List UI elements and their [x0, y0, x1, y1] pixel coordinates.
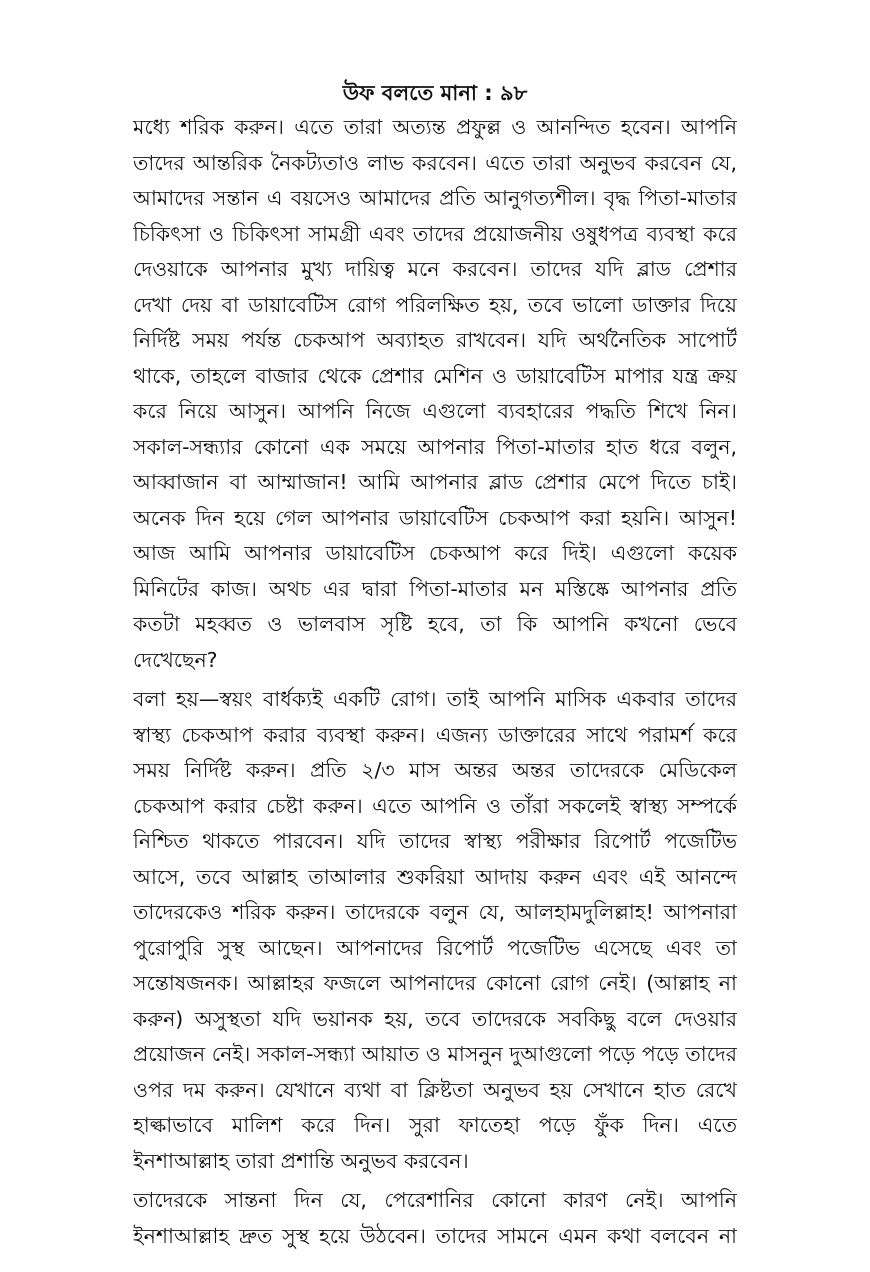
text-line: আব্বাজান বা আম্মাজান! আমি আপনার ব্লাড প্রেশার মেপে দিতে চাই।: [133, 470, 737, 494]
paragraph: [133, 110, 737, 678]
text-line: নির্দিষ্ট সময় পর্যন্ত চেকআপ অব্যাহত রাখবেন। যদি অর্থনৈতিক সাপোর্ট: [133, 328, 737, 352]
text-line: চেকআপ করার চেষ্টা করুন। এতে আপনি ও তাঁরা সকলেই স্বাস্থ্য সম্পর্কে: [133, 793, 737, 818]
text-line: নিশ্চিত থাকতে পারবেন। যদি তাদের স্বাস্থ্য পরীক্ষার রিপোর্ট পজেটিভ: [133, 829, 737, 853]
text-line: কতটা মহব্বত ও ভালবাস সৃষ্টি হবে, তা কি আপনি কখনো ভেবে: [133, 612, 737, 636]
text-line: স্বাস্থ্য চেকআপ করার ব্যবস্থা করুন। এজন্য ডাক্তারের সাথে পরামর্শ করে: [133, 722, 737, 747]
text-line: হাল্কাভাবে মালিশ করে দিন। সুরা ফাতেহা পড়ে ফুঁক দিন। এতে: [133, 1113, 737, 1137]
text-line: ওপর দম করুন। যেখানে ব্যথা বা ক্লিষ্টতা অনুভব হয় সেখানে হাত রেখে: [133, 1077, 737, 1102]
text-line: সন্তোষজনক। আল্লাহর ফজলে আপনাদের কোনো রোগ নেই। (আল্লাহ না: [133, 971, 737, 995]
text-line: মধ্যে শরিক করুন। এতে তারা অত্যন্ত প্রফুল্ল ও আনন্দিত হবেন। আপনি: [133, 115, 737, 139]
book-page: [133, 78, 737, 1254]
text-line: পুরোপুরি সুস্থ আছেন। আপনাদের রিপোর্ট পজেটিভ এসেছে এবং তা: [133, 935, 737, 960]
text-line: চিকিৎসা ও চিকিৎসা সামগ্রী এবং তাদের প্রয়োজনীয় ওষুধপত্র ব্যবস্থা করে: [133, 221, 737, 246]
text-line: আমাদের সন্তান এ বয়সেও আমাদের প্রতি আনুগত্যশীল। বৃদ্ধ পিতা-মাতার: [133, 186, 737, 210]
running-header: উফ বলতে মানা : ৯৮: [342, 81, 528, 105]
text-line: থাকে, তাহলে বাজার থেকে প্রেশার মেশিন ও ডায়াবেটিস মাপার যন্ত্র ক্রয়: [133, 363, 737, 388]
text-line: আজ আমি আপনার ডায়াবেটিস চেকআপ করে দিই। এগুলো কয়েক: [133, 541, 737, 565]
text-line: আসে, তবে আল্লাহ তাআলার শুকরিয়া আদায় করুন এবং এই আনন্দে: [133, 864, 737, 889]
text-line: তাদের আন্তরিক নৈকট্যতাও লাভ করবেন। এতে তারা অনুভব করবেন যে,: [133, 150, 737, 175]
text-line: দেখেছেন?: [133, 647, 218, 672]
text-line: অনেক দিন হয়ে গেল আপনার ডায়াবেটিস চেকআপ করা হয়নি। আসুন!: [133, 505, 737, 530]
text-line: করুন) অসুস্থতা যদি ভয়ানক হয়, তবে তাদেরকে সবকিছু বলে দেওয়ার: [133, 1006, 737, 1031]
text-line: মিনিটের কাজ। অথচ এর দ্বারা পিতা-মাতার মন মস্তিষ্কে আপনার প্রতি: [133, 576, 737, 601]
text-line: সকাল-সন্ধ্যার কোনো এক সময়ে আপনার পিতা-মাতার হাত ধরে বলুন,: [133, 434, 737, 459]
text-line: দেখা দেয় বা ডায়াবেটিস রোগ পরিলক্ষিত হয়, তবে ভালো ডাক্তার দিয়ে: [133, 292, 737, 317]
text-line: প্রয়োজন নেই। সকাল-সন্ধ্যা আয়াত ও মাসনুন দুআগুলো পড়ে পড়ে তাদের: [133, 1042, 737, 1066]
text-line: বলা হয়—স্বয়ং বার্ধক্যই একটি রোগ। তাই আপনি মাসিক একবার তাদের: [133, 687, 737, 711]
text-line: তাদেরকেও শরিক করুন। তাদেরকে বলুন যে, আলহামদুলিল্লাহ! আপনারা: [133, 900, 737, 924]
body-text: [133, 110, 737, 1254]
text-line: ইনশাআল্লাহ তারা প্রশান্তি অনুভব করবেন।: [133, 1148, 469, 1173]
text-line: তাদেরকে সান্তনা দিন যে, পেরেশানির কোনো কারণ নেই। আপনি: [133, 1188, 737, 1212]
text-line: সময় নির্দিষ্ট করুন। প্রতি ২/৩ মাস অন্তর অন্তর তাদেরকে মেডিকেল: [133, 758, 737, 782]
paragraph: [133, 1183, 737, 1254]
text-line: দেওয়াকে আপনার মুখ্য দায়িত্ব মনে করবেন। তাদের যদি ব্লাড প্রেশার: [133, 257, 737, 281]
paragraph: [133, 682, 737, 1179]
text-line: করে নিয়ে আসুন। আপনি নিজে এগুলো ব্যবহারের পদ্ধতি শিখে নিন।: [133, 399, 737, 423]
text-line: ইনশাআল্লাহ দ্রুত সুস্থ হয়ে উঠবেন। তাদের সামনে এমন কথা বলবেন না: [133, 1223, 737, 1248]
